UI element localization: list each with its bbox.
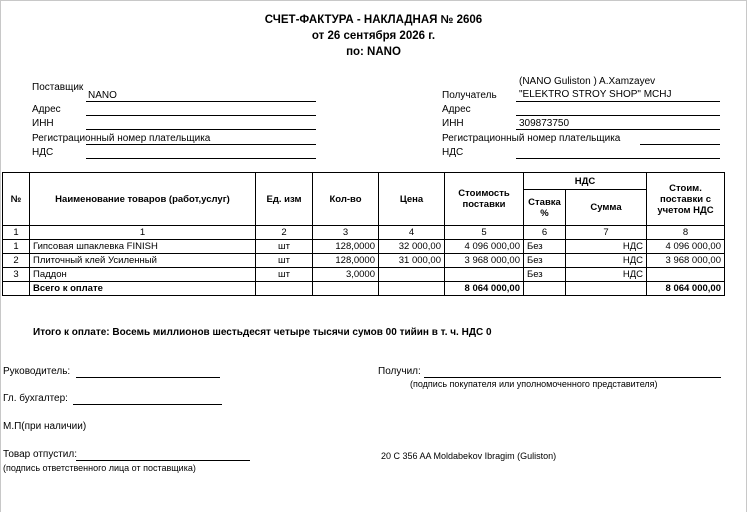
row-qty: 3,0000 (313, 268, 379, 282)
table-row (3, 254, 725, 268)
accountant-label: Гл. бухгалтер: (3, 393, 68, 404)
row-unit: шт (256, 240, 313, 254)
row-vat-sum: НДС (566, 268, 647, 282)
header-num: № (3, 173, 30, 226)
header-unit: Ед. изм (256, 173, 313, 226)
row-price: 31 000,00 (379, 254, 445, 268)
row-qty: 128,0000 (313, 240, 379, 254)
supplier-vat-label: НДС (32, 147, 54, 158)
row-total (647, 268, 725, 282)
col-number: 3 (313, 226, 379, 240)
header-qty: Кол-во (313, 173, 379, 226)
row-vat-sum: НДС (566, 254, 647, 268)
sheet-top-rule (0, 0, 747, 1)
row-name: Паддон (30, 268, 256, 282)
header-total: Стоим. поставки с учетом НДС (647, 173, 725, 226)
row-name: Плиточный клей Усиленный (30, 254, 256, 268)
receiver-name-line (516, 101, 720, 102)
row-unit: шт (256, 268, 313, 282)
supplier-inn-label: ИНН (32, 118, 54, 129)
supplier-vat-line (86, 158, 316, 159)
released-note: (подпись ответственного лица от поставщика) (3, 463, 196, 473)
total-sum: 8 064 000,00 (647, 282, 725, 296)
supplier-reg-label: Регистрационный номер плательщика (32, 133, 211, 144)
document-title: СЧЕТ-ФАКТУРА - НАКЛАДНАЯ № 2606 (264, 14, 483, 26)
supplier-address-label: Адрес (32, 104, 61, 115)
row-cost: 3 968 000,00 (445, 254, 524, 268)
row-vat-rate: Без (524, 268, 566, 282)
row-qty: 128,0000 (313, 254, 379, 268)
accountant-sign-line (73, 404, 222, 405)
document-date: от 26 сентября 2026 г. (311, 30, 436, 42)
receiver-reg-line (640, 144, 720, 145)
receiver-inn-line (516, 129, 720, 130)
header-price: Цена (379, 173, 445, 226)
row-unit: шт (256, 254, 313, 268)
row-total: 4 096 000,00 (647, 240, 725, 254)
stamp-label: М.П(при наличии) (3, 421, 86, 432)
total-empty (379, 282, 445, 296)
receiver-label: Получатель (442, 90, 497, 101)
row-cost (445, 268, 524, 282)
row-num: 2 (3, 254, 30, 268)
released-sign-line (76, 460, 250, 461)
header-cost: Стоимость поставки (445, 173, 524, 226)
total-empty (256, 282, 313, 296)
row-num: 3 (3, 268, 30, 282)
supplier-name: NANO (88, 90, 117, 101)
col-number: 1 (3, 226, 30, 240)
released-label: Товар отпустил: (3, 449, 77, 460)
table-row (3, 240, 725, 254)
row-total: 3 968 000,00 (647, 254, 725, 268)
supplier-inn-line (86, 129, 316, 130)
received-sign-line (424, 377, 721, 378)
amount-in-words: Итого к оплате: Восемь миллионов шестьдесят четыре тысячи сумов 00 тийин в т. ч. НДС 0 (33, 327, 492, 338)
receiver-address-label: Адрес (442, 104, 471, 115)
total-empty (566, 282, 647, 296)
header-vat: НДС (524, 173, 647, 190)
supplier-address-line (86, 115, 316, 116)
grid-line (0, 0, 1, 512)
col-number: 2 (256, 226, 313, 240)
row-price: 32 000,00 (379, 240, 445, 254)
receiver-vat-label: НДС (442, 147, 464, 158)
total-label: Всего к оплате (30, 282, 256, 296)
total-cost: 8 064 000,00 (445, 282, 524, 296)
received-note: (подпись покупателя или уполномоченного представителя) (410, 379, 658, 389)
receiver-reg-label: Регистрационный номер плательщика (442, 133, 621, 144)
total-empty (524, 282, 566, 296)
table-row (3, 268, 725, 282)
director-sign-line (76, 377, 220, 378)
col-number: 6 (524, 226, 566, 240)
header-vat-sum: Сумма (566, 190, 647, 226)
col-number: 1 (30, 226, 256, 240)
header-name: Наименование товаров (работ,услуг) (30, 173, 256, 226)
col-number: 5 (445, 226, 524, 240)
col-number: 4 (379, 226, 445, 240)
total-row (3, 282, 725, 296)
header-vat-rate: Ставка % (524, 190, 566, 226)
row-vat-rate: Без (524, 240, 566, 254)
received-label: Получил: (378, 366, 421, 377)
row-cost: 4 096 000,00 (445, 240, 524, 254)
supplier-label: Поставщик (32, 82, 84, 93)
supplier-reg-line (86, 144, 316, 145)
column-number-row (3, 226, 725, 240)
document-for: по: NANO (346, 46, 401, 58)
row-name: Гипсовая шпаклевка FINISH (30, 240, 256, 254)
receiver-inn: 309873750 (519, 118, 570, 129)
receiver-inn-label: ИНН (442, 118, 464, 129)
row-vat-rate: Без (524, 254, 566, 268)
col-number: 8 (647, 226, 725, 240)
supplier-name-line (86, 101, 316, 102)
receiver-vat-line (516, 158, 720, 159)
total-empty (313, 282, 379, 296)
director-label: Руководитель: (3, 366, 71, 377)
col-number: 7 (566, 226, 647, 240)
receiver-name-line2: "ELEKTRO STROY SHOP" MCHJ (519, 89, 672, 100)
receiver-address-line (516, 115, 720, 116)
row-vat-sum: НДС (566, 240, 647, 254)
items-table (2, 172, 725, 296)
row-price (379, 268, 445, 282)
receiver-name-line1: (NANO Guliston ) A.Xamzayev (519, 76, 656, 87)
proxy-info: 20 C 356 AA Moldabekov Ibragim (Guliston) (381, 451, 557, 461)
row-num: 1 (3, 240, 30, 254)
total-empty (3, 282, 30, 296)
